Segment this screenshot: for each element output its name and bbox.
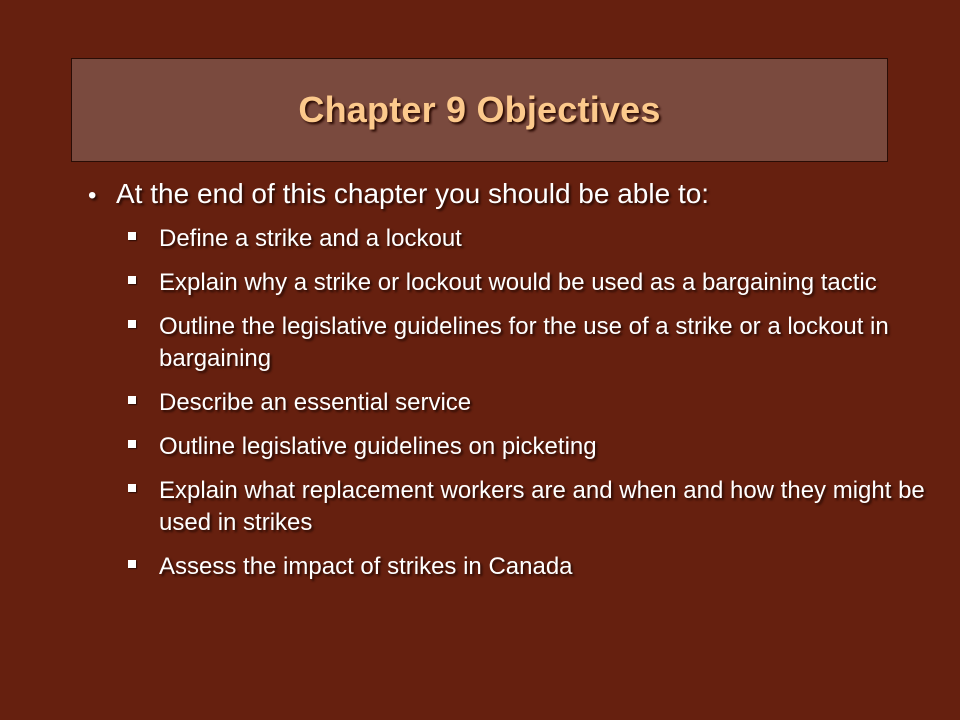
objective-text: Define a strike and a lockout [159, 225, 462, 252]
objective-text: Explain what replacement workers are and when and how they might be used in strikes [159, 477, 925, 536]
objective-item [128, 311, 928, 375]
square-bullet-icon [128, 232, 136, 240]
objective-text: Describe an essential service [159, 389, 472, 416]
title-box [71, 58, 888, 162]
square-bullet-icon [128, 484, 136, 492]
objective-text: Explain why a strike or lockout would be used as a bargaining tactic [159, 269, 877, 296]
objective-item [128, 551, 928, 583]
bullet-dot-icon: • [88, 182, 97, 209]
lead-text: At the end of this chapter you should be able to: [116, 178, 710, 209]
slide-title: Chapter 9 Objectives [298, 89, 661, 130]
square-bullet-icon [128, 276, 136, 284]
square-bullet-icon [128, 320, 136, 328]
lead-bullet-line [88, 178, 928, 210]
objective-item [128, 223, 928, 255]
square-bullet-icon [128, 440, 136, 448]
square-bullet-icon [128, 560, 136, 568]
square-bullet-icon [128, 396, 136, 404]
objective-text: Outline legislative guidelines on picketing [159, 433, 597, 460]
objective-item [128, 475, 928, 539]
objective-text: Assess the impact of strikes in Canada [159, 553, 573, 580]
objective-item [128, 387, 928, 419]
objective-item [128, 431, 928, 463]
objective-text: Outline the legislative guidelines for the use of a strike or a lockout in bargaining [159, 313, 889, 372]
objectives-list [88, 223, 928, 583]
content-area [88, 178, 928, 595]
objective-item [128, 267, 928, 299]
